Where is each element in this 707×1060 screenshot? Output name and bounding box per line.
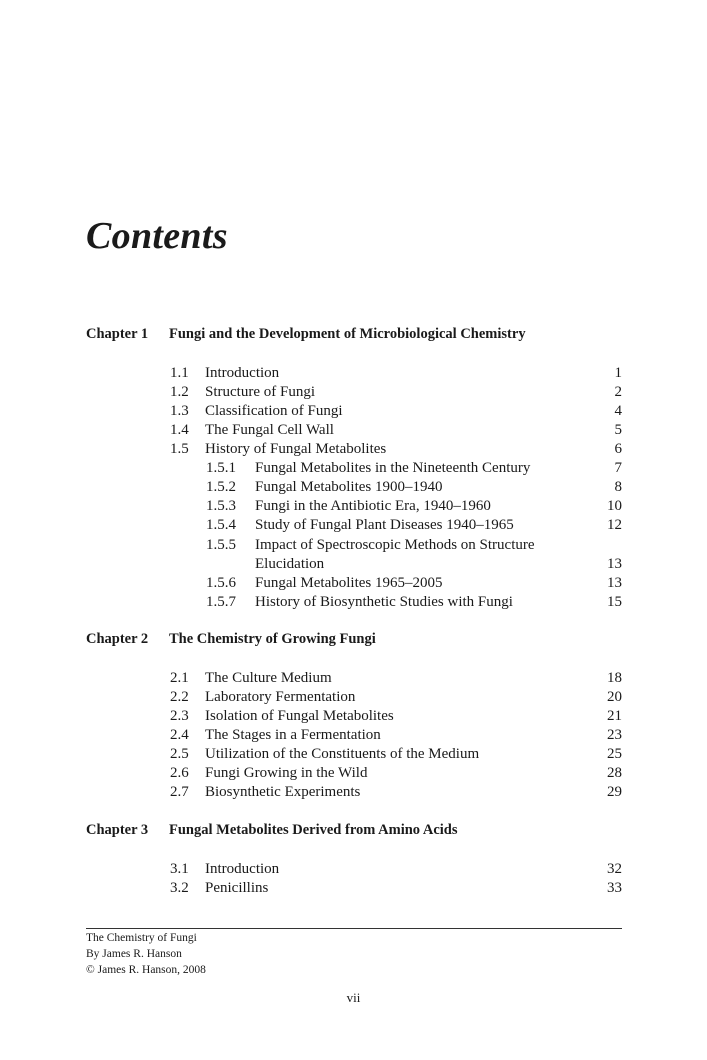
entry-title: Fungi in the Antibiotic Era, 1940–1960: [255, 498, 491, 514]
entry-page: 18: [607, 670, 622, 686]
chapter-title: Fungi and the Development of Microbiological Chemistry: [169, 326, 526, 342]
entry-number: 1.5.6: [206, 575, 236, 591]
toc-entry-1-5-2[interactable]: [206, 478, 622, 497]
entry-number: 1.4: [170, 422, 189, 438]
chapter-3-heading[interactable]: [86, 822, 458, 839]
entry-title: Study of Fungal Plant Diseases 1940–1965: [255, 517, 514, 533]
toc-entry-1-5-6[interactable]: [206, 574, 622, 593]
entry-number: 2.1: [170, 670, 189, 686]
entry-number: 3.2: [170, 880, 189, 896]
toc-entry-1-5-7[interactable]: [206, 593, 622, 612]
entry-page: 32: [607, 861, 622, 877]
entry-page: 15: [607, 594, 622, 610]
page-number: vii: [346, 990, 361, 1005]
toc-entry-3-2[interactable]: [170, 879, 622, 898]
entry-title: The Stages in a Fermentation: [205, 727, 381, 743]
entry-number: 1.3: [170, 403, 189, 419]
entry-title: Fungal Metabolites 1965–2005: [255, 575, 443, 591]
chapter-title: The Chemistry of Growing Fungi: [169, 631, 376, 647]
toc-entry-3-1[interactable]: [170, 860, 622, 879]
footer-book-title: The Chemistry of Fungi: [86, 932, 197, 944]
entry-number: 1.5.4: [206, 517, 236, 533]
chapter-title: Fungal Metabolites Derived from Amino Acids: [169, 822, 458, 838]
entry-page: 2: [614, 384, 622, 400]
entry-page: 25: [607, 746, 622, 762]
entry-number: 2.2: [170, 689, 189, 705]
entry-title: Biosynthetic Experiments: [205, 784, 361, 800]
toc-entry-1-3[interactable]: [170, 402, 622, 421]
entry-title: Fungal Metabolites 1900–1940: [255, 479, 443, 495]
entry-page: 20: [607, 689, 622, 705]
toc-entry-1-5[interactable]: [170, 440, 622, 459]
toc-entry-1-2[interactable]: [170, 383, 622, 402]
footer-divider: [86, 928, 622, 929]
entry-title: History of Biosynthetic Studies with Fungi: [255, 594, 513, 610]
chapter-label: Chapter 2: [86, 631, 149, 647]
entry-number: 2.5: [170, 746, 189, 762]
toc-entry-2-6[interactable]: [170, 764, 622, 783]
entry-number: 2.6: [170, 765, 189, 781]
entry-page: 23: [607, 727, 622, 743]
entry-number: 2.3: [170, 708, 189, 724]
toc-entry-1-5-3[interactable]: [206, 497, 622, 516]
chapter-label: Chapter 1: [86, 326, 149, 342]
toc-entry-2-4[interactable]: [170, 726, 622, 745]
entry-title: Impact of Spectroscopic Methods on Structure: [255, 537, 535, 553]
entry-number: 1.5.2: [206, 479, 236, 495]
entry-title: Introduction: [205, 365, 280, 381]
entry-page: 21: [607, 708, 622, 724]
entry-number: 1.5: [170, 441, 189, 457]
entry-title: History of Fungal Metabolites: [205, 441, 387, 457]
entry-title: Laboratory Fermentation: [205, 689, 356, 705]
entry-title: Utilization of the Constituents of the Medium: [205, 746, 480, 762]
entry-title: Fungal Metabolites in the Nineteenth Century: [255, 460, 531, 476]
entry-title: Introduction: [205, 861, 280, 877]
toc-entry-1-5-4[interactable]: [206, 516, 622, 535]
entry-page: 33: [607, 880, 622, 896]
entry-title: Structure of Fungi: [205, 384, 315, 400]
toc-entry-2-1[interactable]: [170, 669, 622, 688]
toc-entry-1-5-5-continued[interactable]: [206, 555, 622, 574]
entry-page: 5: [614, 422, 622, 438]
toc-entry-1-4[interactable]: [170, 421, 622, 440]
chapter-2-heading[interactable]: [86, 631, 376, 648]
entry-number: 1.5.3: [206, 498, 236, 514]
entry-title: Penicillins: [205, 880, 269, 896]
entry-title: Elucidation: [255, 556, 325, 572]
page-title: Contents: [86, 215, 228, 257]
entry-number: 1.5.7: [206, 594, 236, 610]
entry-page: 28: [607, 765, 622, 781]
entry-number: 2.7: [170, 784, 189, 800]
toc-entry-2-3[interactable]: [170, 707, 622, 726]
entry-number: 3.1: [170, 861, 189, 877]
toc-entry-1-1[interactable]: [170, 364, 622, 383]
toc-entry-1-5-5[interactable]: [206, 536, 622, 555]
toc-entry-2-7[interactable]: [170, 783, 622, 802]
entry-title: Classification of Fungi: [205, 403, 343, 419]
entry-page: 13: [607, 556, 622, 572]
entry-number: 2.4: [170, 727, 189, 743]
entry-number: 1.5.5: [206, 537, 236, 553]
entry-page: 13: [607, 575, 622, 591]
chapter-label: Chapter 3: [86, 822, 149, 838]
entry-page: 4: [614, 403, 622, 419]
entry-page: 8: [614, 479, 622, 495]
entry-page: 12: [607, 517, 622, 533]
toc-entry-2-2[interactable]: [170, 688, 622, 707]
entry-title: Isolation of Fungal Metabolites: [205, 708, 394, 724]
entry-page: 7: [614, 460, 622, 476]
entry-title: Fungi Growing in the Wild: [205, 765, 368, 781]
entry-page: 10: [607, 498, 622, 514]
entry-page: 29: [607, 784, 622, 800]
entry-title: The Culture Medium: [205, 670, 332, 686]
entry-title: The Fungal Cell Wall: [205, 422, 334, 438]
entry-number: 1.2: [170, 384, 189, 400]
footer-copyright: © James R. Hanson, 2008: [86, 964, 206, 976]
toc-entry-2-5[interactable]: [170, 745, 622, 764]
chapter-1-heading[interactable]: [86, 326, 526, 343]
entry-page: 1: [614, 365, 622, 381]
entry-number: 1.1: [170, 365, 189, 381]
entry-page: 6: [614, 441, 622, 457]
toc-entry-1-5-1[interactable]: [206, 459, 622, 478]
footer-author: By James R. Hanson: [86, 948, 182, 960]
entry-number: 1.5.1: [206, 460, 236, 476]
